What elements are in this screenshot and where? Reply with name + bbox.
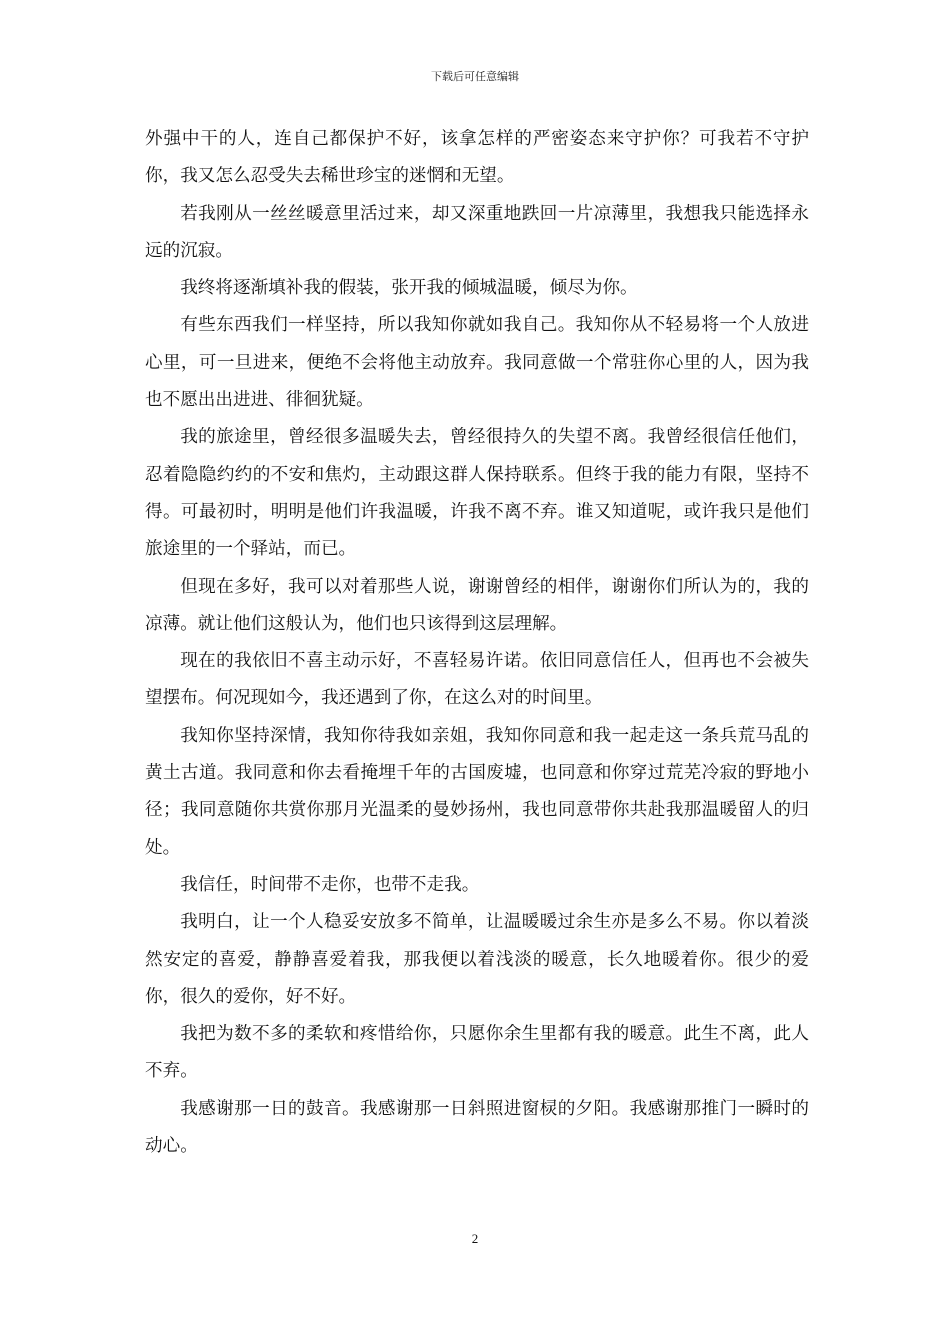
paragraph: 我感谢那一日的鼓音。我感谢那一日斜照进窗棂的夕阳。我感谢那推门一瞬时的动心。	[145, 1098, 809, 1157]
paragraph: 我把为数不多的柔软和疼惜给你，只愿你余生里都有我的暖意。此生不离，此人不弃。	[145, 1024, 809, 1082]
body-text	[145, 121, 809, 1165]
paragraph: 我知你坚持深情，我知你待我如亲姐，我知你同意和我一起走这一条兵荒马乱的黄土古道。我同意和你去看掩埋千年的古国废墟，也同意和你穿过荒芜冷寂的野地小径；我同意随你共赏你那月光温柔的曼妙扬州，我也同意带你共赴我那温暖留人的归处。	[145, 725, 809, 858]
paragraph: 现在的我依旧不喜主动示好，不喜轻易许诺。依旧同意信任人，但再也不会被失望摆布。何况现如今，我还遇到了你，在这么对的时间里。	[145, 651, 809, 709]
page-header: 下载后可任意编辑	[431, 70, 519, 83]
paragraph: 有些东西我们一样坚持，所以我知你就如我自己。我知你从不轻易将一个人放进心里，可一旦进来，便绝不会将他主动放弃。我同意做一个常驻你心里的人，因为我也不愿出出进进、徘徊犹疑。	[145, 315, 809, 411]
paragraph: 但现在多好，我可以对着那些人说，谢谢曾经的相伴，谢谢你们所认为的，我的凉薄。就让他们这般认为，他们也只该得到这层理解。	[145, 576, 809, 634]
paragraph: 我的旅途里，曾经很多温暖失去，曾经很持久的失望不离。我曾经很信任他们，忍着隐隐约约的不安和焦灼，主动跟这群人保持联系。但终于我的能力有限，坚持不得。可最初时，明明是他们许我温暖，许我不离不弃。谁又知道呢，或许我只是他们旅途里的一个驿站，而已。	[145, 427, 809, 560]
paragraph: 我信任，时间带不走你，也带不走我。	[180, 874, 480, 895]
paragraph: 我明白，让一个人稳妥安放多不简单，让温暖暖过余生亦是多么不易。你以着淡然安定的喜爱，静静喜爱着我，那我便以着浅淡的暖意，长久地暖着你。很少的爱你，很久的爱你，好不好。	[145, 912, 809, 1007]
page-number: 2	[471, 1231, 479, 1246]
paragraph-continued: 外强中干的人，连自己都保护不好，该拿怎样的严密姿态来守护你？可我若不守护你，我又怎么忍受失去稀世珍宝的迷惘和无望。	[145, 129, 809, 187]
paragraph: 若我刚从一丝丝暖意里活过来，却又深重地跌回一片凉薄里，我想我只能选择永远的沉寂。	[145, 203, 809, 261]
paragraph: 我终将逐渐填补我的假装，张开我的倾城温暖，倾尽为你。	[180, 278, 638, 299]
